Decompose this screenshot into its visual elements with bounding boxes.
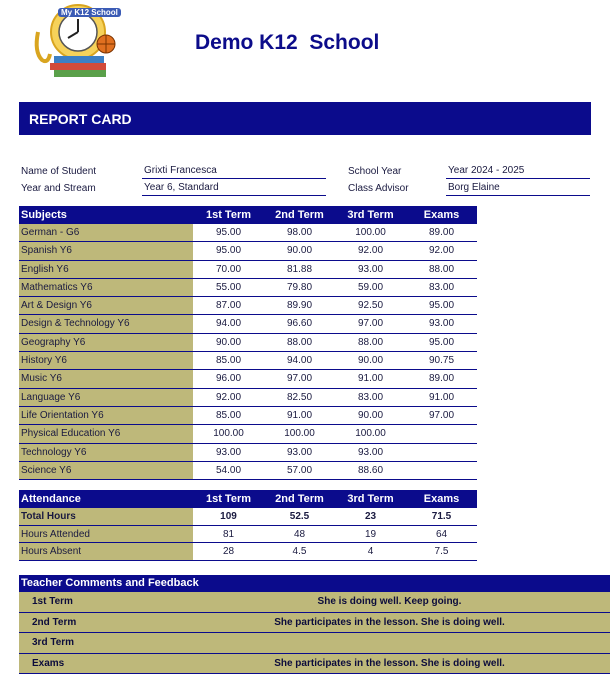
header-cell: 3rd Term: [347, 493, 394, 505]
grade-cell: 91.00: [357, 373, 384, 385]
header-cell: 1st Term: [205, 493, 252, 505]
grade-cell: 95.00: [215, 245, 242, 257]
feedback-row: [19, 592, 610, 613]
feedback-comment: She participates in the lesson. She is doing well.: [274, 616, 505, 628]
row-label: English Y6: [19, 261, 193, 278]
row-label: Music Y6: [19, 370, 193, 387]
table-row: [19, 352, 477, 370]
school-logo: [28, 2, 124, 82]
header-cell: 2nd Term: [275, 209, 324, 221]
table-row: [19, 334, 477, 352]
grade-cell: 89.00: [428, 373, 455, 385]
grade-cell: 91.00: [428, 391, 455, 403]
year-stream-value: Year 6, Standard: [142, 180, 326, 196]
table-row: [19, 261, 477, 279]
grade-cell: 82.50: [286, 391, 313, 403]
grade-cell: 92.00: [357, 245, 384, 257]
row-label: History Y6: [19, 352, 193, 369]
logo-text: My K12 School: [58, 8, 121, 17]
row-label: Language Y6: [19, 389, 193, 406]
subjects-table: [19, 206, 477, 480]
table-row: [19, 389, 477, 407]
row-label: German - G6: [19, 224, 193, 241]
row-label: Mathematics Y6: [19, 279, 193, 296]
grade-cell: 96.00: [215, 373, 242, 385]
grade-cell: 97.00: [428, 409, 455, 421]
grade-cell: 92.50: [357, 300, 384, 312]
grade-cell: 19: [364, 528, 377, 540]
grade-cell: 88.00: [428, 263, 455, 275]
grade-cell: 90.75: [428, 355, 455, 367]
grade-cell: 95.00: [215, 227, 242, 238]
feedback-term-label: 1st Term: [32, 596, 73, 607]
row-label: Hours Absent: [19, 543, 193, 560]
grade-cell: 100.00: [284, 428, 315, 440]
table-row: [19, 462, 477, 480]
grade-cell: [406, 462, 477, 479]
grade-cell: 88.00: [286, 336, 313, 348]
row-label: Total Hours: [19, 508, 193, 525]
grade-cell: 48: [293, 528, 306, 540]
grade-cell: 81: [222, 528, 235, 540]
grade-cell: 97.00: [286, 373, 313, 385]
table-row: [19, 543, 477, 561]
feedback-term-label: 2nd Term: [32, 616, 77, 628]
feedback-term-label: Exams: [32, 657, 65, 669]
grade-cell: 55.00: [215, 281, 242, 293]
attendance-header-row: [19, 490, 477, 508]
row-label: Life Orientation Y6: [19, 407, 193, 424]
grade-cell: 57.00: [286, 464, 313, 476]
grade-cell: 83.00: [357, 391, 384, 403]
table-row: [19, 315, 477, 333]
grade-cell: 95.00: [428, 336, 455, 348]
school-name: Demo K12 School: [195, 31, 380, 54]
report-card-title: REPORT CARD: [19, 102, 591, 135]
feedback-row: [19, 613, 610, 634]
grade-cell: 93.00: [215, 446, 242, 458]
grade-cell: 23: [364, 511, 377, 522]
grade-cell: [406, 444, 477, 461]
grade-cell: 71.5: [431, 511, 452, 522]
grade-cell: 85.00: [215, 355, 242, 367]
header-cell: Exams: [423, 209, 460, 221]
row-label: Science Y6: [19, 462, 193, 479]
grade-cell: 92.00: [215, 391, 242, 403]
header-cell: Subjects: [21, 209, 67, 221]
grade-cell: 90.00: [357, 355, 384, 367]
header-cell: Attendance: [21, 493, 81, 505]
grade-cell: 64: [435, 528, 448, 540]
school-year-value: Year 2024 - 2025: [446, 163, 590, 179]
header-cell: 3rd Term: [347, 209, 394, 221]
grade-cell: 88.00: [357, 336, 384, 348]
attendance-table: [19, 490, 477, 561]
grade-cell: 100.00: [213, 428, 244, 440]
row-label: Technology Y6: [19, 444, 193, 461]
grade-cell: 28: [222, 546, 235, 557]
class-advisor-value: Borg Elaine: [446, 180, 590, 196]
grade-cell: 59.00: [357, 281, 384, 293]
table-row: [19, 242, 477, 260]
grade-cell: 90.00: [357, 409, 384, 421]
class-advisor-label: Class Advisor: [348, 183, 409, 194]
grade-cell: 109: [220, 511, 237, 522]
table-row: [19, 224, 477, 242]
student-name-value: Grixti Francesca: [142, 163, 326, 179]
grade-cell: 7.5: [434, 546, 449, 557]
feedback-title: Teacher Comments and Feedback: [19, 575, 610, 592]
table-row: [19, 370, 477, 388]
grade-cell: 95.00: [428, 300, 455, 312]
grade-cell: 100.00: [355, 428, 386, 440]
feedback-term-label: 3rd Term: [32, 637, 75, 648]
grade-cell: 96.60: [286, 318, 313, 330]
row-label: Spanish Y6: [19, 242, 193, 259]
feedback-row: [19, 633, 610, 654]
student-name-label: Name of Student: [21, 166, 97, 177]
row-label: Hours Attended: [19, 526, 193, 543]
grade-cell: 87.00: [215, 300, 242, 312]
feedback-comment: She is doing well. Keep going.: [317, 596, 462, 607]
year-stream-label: Year and Stream: [21, 183, 96, 194]
feedback-row: [19, 654, 610, 675]
row-label: Geography Y6: [19, 334, 193, 351]
table-row: [19, 407, 477, 425]
grade-cell: 91.00: [286, 409, 313, 421]
grade-cell: 81.88: [286, 263, 313, 275]
feedback-comment: She participates in the lesson. She is doing well.: [274, 657, 505, 669]
feedback-section: [19, 575, 610, 674]
row-label: Art & Design Y6: [19, 297, 193, 314]
grade-cell: 93.00: [286, 446, 313, 458]
row-label: Design & Technology Y6: [19, 315, 193, 332]
grade-cell: 79.80: [286, 281, 313, 293]
subjects-header-row: [19, 206, 477, 224]
row-label: Physical Education Y6: [19, 425, 193, 442]
school-year-label: School Year: [348, 166, 402, 177]
table-row: [19, 279, 477, 297]
grade-cell: 83.00: [428, 281, 455, 293]
header-cell: 1st Term: [205, 209, 252, 221]
grade-cell: 85.00: [215, 409, 242, 421]
table-row: [19, 508, 477, 526]
table-row: [19, 297, 477, 315]
table-row: [19, 444, 477, 462]
grade-cell: 98.00: [286, 227, 313, 238]
grade-cell: 93.00: [357, 446, 384, 458]
grade-cell: 94.00: [215, 318, 242, 330]
header-cell: Exams: [423, 493, 460, 505]
grade-cell: [406, 425, 477, 442]
table-row: [19, 425, 477, 443]
grade-cell: 93.00: [428, 318, 455, 330]
grade-cell: 92.00: [428, 245, 455, 257]
grade-cell: 93.00: [357, 263, 384, 275]
grade-cell: 97.00: [357, 318, 384, 330]
grade-cell: 54.00: [215, 464, 242, 476]
grade-cell: 52.5: [289, 511, 310, 522]
grade-cell: 90.00: [215, 336, 242, 348]
grade-cell: 89.90: [286, 300, 313, 312]
grade-cell: 70.00: [215, 263, 242, 275]
grade-cell: 89.00: [428, 227, 455, 238]
grade-cell: 4: [367, 546, 374, 557]
grade-cell: 4.5: [292, 546, 307, 557]
grade-cell: 94.00: [286, 355, 313, 367]
grade-cell: 100.00: [355, 227, 386, 238]
header-cell: 2nd Term: [275, 493, 324, 505]
grade-cell: 88.60: [357, 464, 384, 476]
table-row: [19, 526, 477, 544]
grade-cell: 90.00: [286, 245, 313, 257]
